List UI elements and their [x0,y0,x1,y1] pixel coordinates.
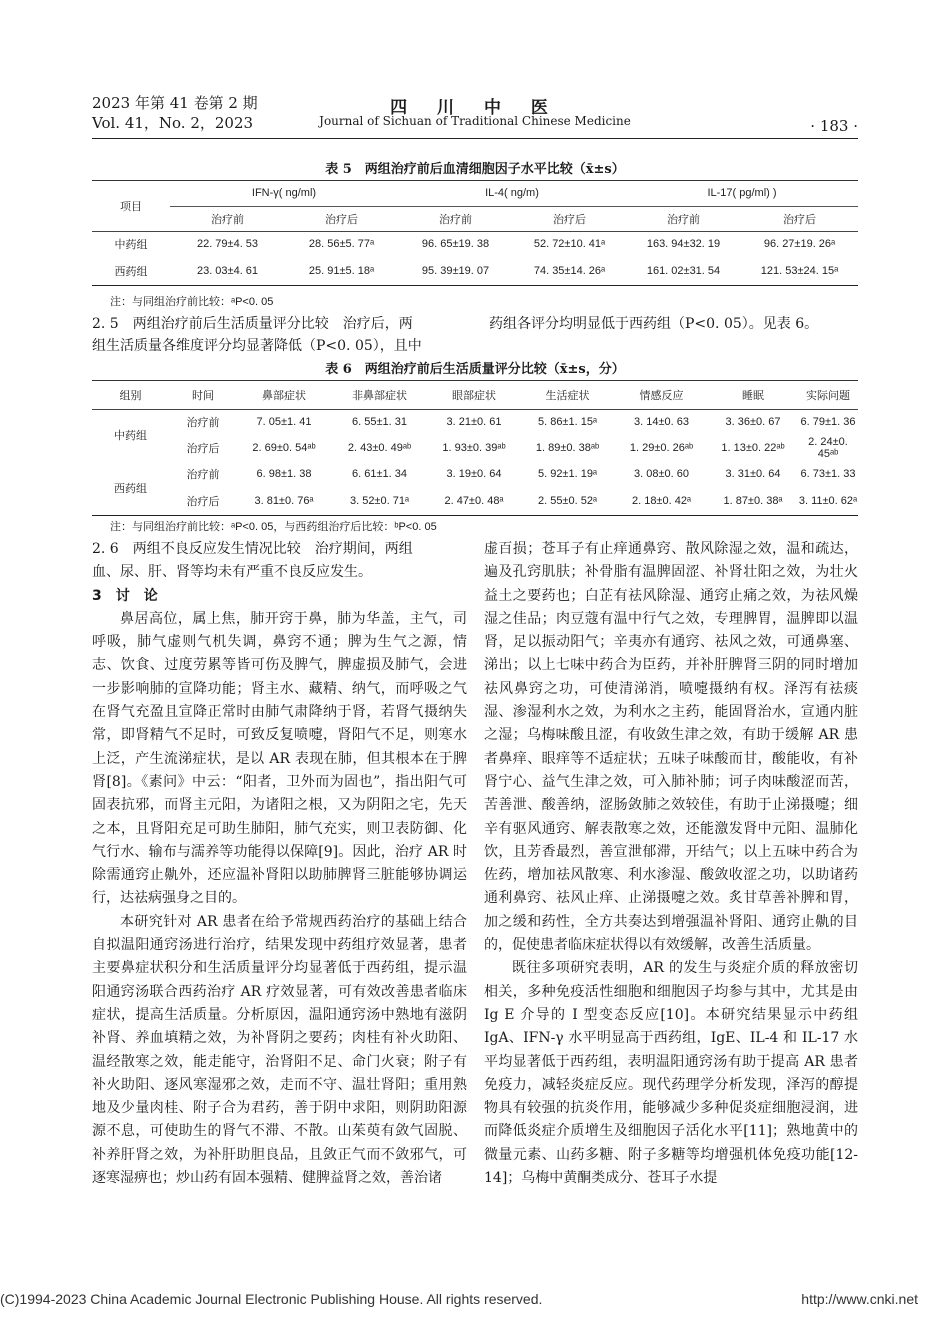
table6-time: 治疗前 [186,417,220,430]
table5-sub: 治疗前 [211,213,244,226]
table5-sub: 治疗后 [325,213,358,226]
table5-note: 注：与同组治疗前比较：ᵃP<0. 05 [110,296,274,308]
table6-header: 情感反应 [639,389,684,402]
table5-cell: 121. 53±24. 15ᵃ [760,264,839,277]
table6-header: 鼻部症状 [262,389,306,402]
table-row [92,409,858,435]
table5-cell: 96. 65±19. 38 [421,238,490,251]
table6-cell: 2. 43±0. 49ᵃᵇ [347,442,412,454]
table6-cell: 2. 24±0. 45ᵃᵇ [808,436,848,460]
table5-cell: 95. 39±19. 07 [421,264,490,277]
right-column [484,538,858,1190]
table6-cell: 5. 86±1. 15ᵃ [537,416,598,429]
sec25-line1-right: 药组各评分均明显低于西药组（P<0. 05）。见表 6。 [489,316,819,332]
table5-sub: 治疗后 [553,213,586,226]
table6-cell: 3. 31±0. 64 [725,468,781,480]
table6-cell: 3. 36±0. 67 [725,416,781,429]
table6-cell: 6. 73±1. 33 [800,468,856,480]
table6-cell: 3. 14±0. 63 [634,416,689,429]
table6-header: 时间 [192,389,214,402]
table5-caption: 表 5 两组治疗前后血清细胞因子水平比较（x̄±s） [325,162,625,177]
table6 [92,381,858,516]
table6-time: 治疗前 [186,469,220,481]
table6-cell: 6. 55±1. 31 [352,416,407,429]
table6-cell: 6. 61±1. 34 [352,468,407,480]
table5-cell: 163. 94±32. 19 [646,238,721,251]
table6-cell: 3. 08±0. 60 [634,468,689,480]
paragraph: 虚百损；苍耳子有止痒通鼻窍、散风除湿之效，温和疏达，遍及孔窍肌肤；补骨脂有温脾固涩、补肾壮阳之效，为壮火益土之要药也；白芷有祛风除湿、通窍止痛之效，为祛风燥湿之佳品；肉豆蔻有温中行气之效，专理脾胃，温脾即以温肾，足以振动阳气；辛夷亦有通窍、祛风之效，可通鼻塞、涕出；以上七味中药合为臣药，并补肝脾肾三阴的同时增加祛风鼻窍之功，可使清涕消，喷嚏摄纳有权。泽泻有祛痰湿、渗湿利水之效，为利水之主药，能固肾治水，宣通内脏之湿；乌梅味酸且涩，有收敛生津之效，有助于缓解 AR 患者鼻痒、眼痒等不适症状；五味子味酸而甘，酸能收，有补肾宁心、益气生津之效，可入肺补肺；诃子肉味酸涩而苦，苦善泄、酸善纳，涩肠敛肺之效较佳，有助于止涕摄嚏；细辛有驱风通窍、解表散寒之效，还能激发肾中元阳、温肺化饮，且芳香最烈，善宣泄郁滞，开结气；以上五味中药合为佐药，增加祛风散寒、利水渗湿、酸敛收涩之功，以助诸药通利鼻窍、祛风止痒、止涕摄嚏之效。炙甘草善补脾和胃，加之缓和药性，全方共奏达到增强温补肾阳、通窍止鼽的目的，促使患者临床症状得以有效缓解，改善生活质量。 [484,541,858,954]
table6-cell: 1. 29±0. 26ᵃᵇ [629,442,694,454]
table5-sub: 治疗后 [783,213,816,226]
table6-header: 实际问题 [806,389,850,402]
table-row [92,435,858,461]
table6-cell: 3. 81±0. 76ᵃ [254,494,314,507]
table6-cell: 1. 93±0. 39ᵃᵇ [442,442,506,454]
journal-title-en: Journal of Sichuan of Traditional Chinese Medicine [319,114,631,128]
table6-cell: 6. 98±1. 38 [256,468,312,480]
header-rule [92,138,858,139]
table5-row-name: 中药组 [114,239,148,252]
table6-group-name: 西药组 [114,482,147,495]
table6-caption: 表 6 两组治疗前后生活质量评分比较（x̄±s，分） [325,362,625,377]
table6-cell: 1. 89±0. 38ᵃᵇ [535,442,600,454]
paragraph: 既往多项研究表明，AR 的发生与炎症介质的释放密切相关，多种免疫活性细胞和细胞因子均参与其中，尤其是由 Ig E 介导的 I 型变态反应[10]。本研究结果显示中药组 IgA、IFN-γ 水平明显高于西药组，IgE、IL-4 和 IL-17 水平均显著低于西药组，表明温阳通窍汤有助于提高 AR 患者免疫力，减轻炎症反应。现代药理学分析发现，泽泻的醇提物具有较强的抗炎作用，能够减少多种促炎症细胞浸润，进而降低炎症介质增生及细胞因子活化水平[11]；熟地黄中的微量元素、山药多糖、附子多糖等均增强机体免疫功能[12-14]；乌梅中黄酮类成分、苍耳子水提 [484,960,858,1187]
table5-cell: 23. 03±4. 61 [196,264,259,277]
table6-header: 眼部症状 [452,389,496,402]
year-issue: 2023 年第 41 卷第 2 期 [92,94,258,112]
table5-cell: 52. 72±10. 41ᵃ [533,238,606,251]
table6-cell: 1. 87±0. 38ᵃ [723,494,783,507]
copyright-notice: (C)1994-2023 China Academic Journal Electronic Publishing House. All rights reserved. [0,1291,543,1307]
table-row [92,231,858,257]
table6-time: 治疗后 [186,495,220,508]
table6-note: 注：与同组治疗前比较：ᵃP<0. 05，与西药组治疗后比较：ᵇP<0. 05 [110,521,437,533]
table6-header: 睡眠 [742,389,764,402]
section-heading-discussion: 3 讨 论 [92,587,158,604]
paragraph: 鼻居高位，属上焦，肺开窍于鼻，肺为华盖，主气，司呼吸，肺气虚则气机失调，鼻窍不通；脾为生气之源，情志、饮食、过度劳累等皆可伤及脾气，脾虚损及肺气，会进一步影响肺的宣降功能；肾主水、藏精、纳气，而呼吸之气在肾气充盈且宣降正常时由肺气肃降纳于肾，若肾气摄纳失常，即肾精气不足时，可致反复喷嚏，肾阳气不足，则寒水上泛，产生流涕症状，是以 AR 表现在肺，但其根本在于脾肾[8]。《素问》中云：“阳者，卫外而为固也”，指出阳气可固表抗邪，而肾主元阳，为诸阳之根，又为阴阳之宅，先天之本，且肾阳充足可助生肺阳，肺气充实，则卫表防御、化气行水、输布与濡养等功能得以保障[9]。因此，治疗 AR 时除需通窍止鼽外，还应温补肾阳以助肺脾肾三脏能够协调运行，达祛病强身之目的。 [92,610,467,907]
table6-cell: 2. 69±0. 54ᵃᵇ [252,442,316,454]
issue-info [92,93,258,133]
paragraph: 本研究针对 AR 患者在给予常规西药治疗的基础上结合自拟温阳通窍汤进行治疗，结果发现中药组疗效显著，患者主要鼻症状积分和生活质量评分均显著低于西药组，提示温阳通窍汤联合西药治疗 AR 疗效显著，可有效改善患者临床症状，提高生活质量。分析原因，温阳通窍汤中熟地有滋阴补肾、养血填精之效，为补肾阴之要药；肉桂有补火助阳、温经散寒之效，能走能守，治肾阳不足、命门火衰；附子有补火助阳、逐风寒湿邪之效，走而不守、温壮肾阳；重用熟地及少量肉桂、附子合为君药，善于阴中求阳，则阴助阳源源不息，可使助生的肾气不滞、不散。山茱萸有敛气固脱、补养肝肾之效，为补肝助胆良品，且敛正气而不敛邪气，可逐寒湿痹也；炒山药有固本强精、健脾益肾之效，善治诸 [92,913,467,1187]
table5-cell: 28. 56±5. 77ᵃ [308,238,375,251]
table5-group-ifn: IFN-γ( ng/ml) [170,181,398,206]
sec25-line2: 组生活质量各维度评分均显著降低（P<0. 05），且中 [92,338,422,354]
vol-issue: Vol. 41，No. 2，2023 [92,114,254,132]
table5-group-il17: IL-17( pg/ml) ) [626,181,858,206]
table6-cell: 5. 92±1. 19ᵃ [537,468,598,480]
table5-item-header: 项目 [120,200,142,213]
table6-header: 组别 [119,389,142,402]
table5-cell: 96. 27±19. 26ᵃ [763,238,836,251]
table6-cell: 1. 13±0. 22ᵃᵇ [721,442,785,454]
sec26-line1: 2. 6 两组不良反应发生情况比较 治疗期间，两组 [92,541,413,557]
table5-sub: 治疗前 [439,213,472,226]
table5 [92,181,858,286]
table6-header: 生活症状 [545,389,590,402]
sec25-line1: 2. 5 两组治疗前后生活质量评分比较 治疗后，两 [92,316,413,332]
table6-cell: 6. 79±1. 36 [800,416,856,429]
table5-cell: 74. 35±14. 26ᵃ [533,264,606,277]
table-row [92,487,858,515]
table5-sub: 治疗前 [667,213,700,226]
table5-cell: 25. 91±5. 18ᵃ [308,264,375,277]
table6-cell: 2. 55±0. 52ᵃ [537,494,598,507]
table6-cell: 3. 21±0. 61 [446,416,502,429]
table6-cell: 3. 19±0. 64 [446,468,502,480]
table5-row-name: 西药组 [114,265,148,278]
sec26-line2: 血、尿、肝、肾等均未有严重不良反应发生。 [92,564,372,581]
table6-cell: 7. 05±1. 41 [256,416,312,429]
table5-cell: 22. 79±4. 53 [196,238,259,251]
table6-header: 非鼻部症状 [352,389,407,402]
table6-cell: 2. 18±0. 42ᵃ [631,494,692,507]
table6-group-name: 中药组 [114,430,147,443]
table6-cell: 3. 11±0. 62ᵃ [798,494,858,507]
table-row [92,257,858,285]
left-column [92,538,467,1190]
table6-cell: 2. 47±0. 48ᵃ [444,494,504,507]
table6-time: 治疗后 [186,443,220,455]
source-url[interactable]: http://www.cnki.net [801,1291,918,1307]
table6-cell: 3. 52±0. 71ᵃ [349,494,410,507]
table-row [92,461,858,487]
table5-group-il4: IL-4( ng/m) [398,181,626,206]
journal-title-cn: 四 川 中 医 [390,98,560,118]
page-number: · 183 · [810,117,858,135]
table5-cell: 161. 02±31. 54 [646,264,721,277]
